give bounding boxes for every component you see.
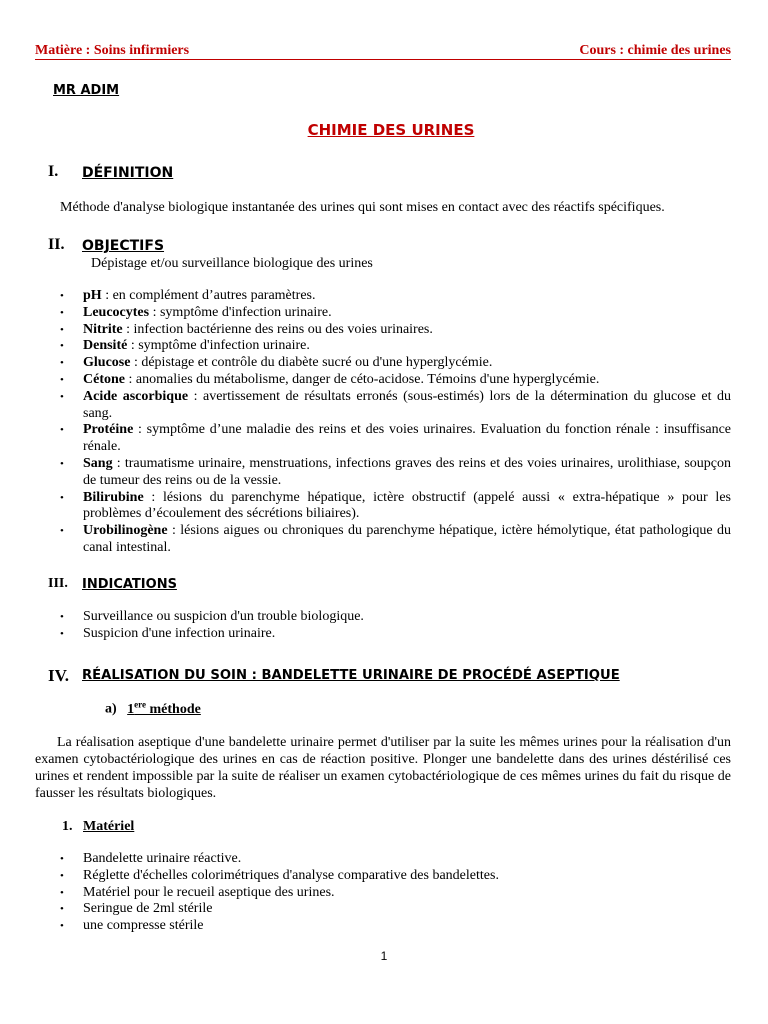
objectif-term: Leucocytes	[83, 304, 150, 320]
definition-text: Méthode d'analyse biologique instantanée des urines qui sont mises en contact avec des réactifs spécifiques.	[60, 200, 665, 215]
indications-list	[60, 609, 731, 643]
objectif-description: : dépistage et contrôle du diabète sucré ou d'une hyperglycémie.	[130, 355, 493, 371]
objectif-description: : en complément d’autres paramètres.	[101, 288, 316, 303]
objectif-item	[60, 523, 731, 557]
header-subject: Matière : Soins infirmiers	[35, 43, 190, 58]
objectif-item	[60, 305, 731, 322]
objectif-item	[60, 389, 731, 423]
materiel-item: • Seringue de 2ml stérile	[60, 901, 731, 918]
materiel-list	[60, 851, 731, 935]
page-header	[35, 43, 731, 60]
objectif-item	[60, 288, 731, 305]
objectif-term: Acide ascorbique	[83, 388, 189, 404]
objectif-term: Protéine	[83, 422, 134, 438]
objectif-item	[60, 422, 731, 456]
objectif-description: : lésions du parenchyme hépatique, ictère obstructif (appelé aussi « extra-hépatique » pour les problèmes d’écoulement des sécrétions biliaires).	[83, 489, 731, 522]
objectif-description: : infection bactérienne des reins ou des voies urinaires.	[122, 321, 433, 337]
objectif-description: : symptôme d’une maladie des reins et des voies urinaires. Evaluation du fonction rénale : insuffisance rénale.	[83, 422, 731, 455]
objectif-term: Urobilinogène	[83, 523, 168, 539]
objectif-term: Bilirubine	[83, 489, 144, 505]
document-title: CHIMIE DES URINES	[307, 121, 475, 139]
objectif-item	[60, 490, 731, 524]
objectif-term: Sang	[83, 455, 113, 471]
page-number: 1	[380, 949, 388, 963]
objectifs-list	[60, 288, 731, 557]
materiel-item: • Bandelette urinaire réactive.	[60, 851, 731, 868]
materiel-heading: 1. Matériel	[62, 819, 135, 834]
header-course: Cours : chimie des urines	[579, 43, 731, 58]
document-page: Matière : Soins infirmiers Cours : chimie des urines MR ADIM CHIMIE DES URINES I. DÉFINITION Méthode d'analyse biologique instantanée des urines qui sont mises en contact avec des réactifs spécifiques. II. OBJECTIFS Dépistage et/ou surveillance biologique des urines • pH : en complément d’autres paramètres. • Leucocytes : symptôme d'infection urinaire. • Nitrite : infection bactérienne des reins ou des voies urinaires. • Densité : symptôme d'infection urinaire. • Glucose : dépistage et contrôle du diabète sucré ou d'une hyperglycémie. • Cétone : anomalies du métabolisme, danger de céto-acidose. Témoins d'une hyperglycémie. • Acide ascorbique : avertissement de résultats erronés (sous-estimés) lors de la détermination du glucose et du sang. • Protéine : symptôme d’une maladie des reins et des voies urinaires. Evaluation du fonction rénale : insuffisance rénale. • Sang : traumatisme urinaire, menstruations, infections graves des reins et des voies urinaires, urolithiase, soupçon de tumeur des reins ou de la vessie. • Bilirubine : lésions du parenchyme hépatique, ictère obstructif (appelé aussi « extra-hépatique » pour les problèmes d’écoulement des sécrétions biliaires). • Urobilinogène : lésions aigues ou chroniques du parenchyme hépatique, ictère hémolytique, état pathologique du canal intestinal. III. INDICATIONS • Surveillance ou suspicion d'un trouble biologique. • Suspicion d'une infection urinaire. IV. RÉALISATION DU SOIN : BANDELETTE URINAIRE DE PROCÉDÉ ASEPTIQUE a) 1ere méthode La réalisation aseptique d'une bandelette urinaire permet d'utiliser par la suite les mêmes urines pour la réalisation d'un examen cytobactériologique des urines en cas de réaction positive. Plonger une bandelette dans des urines déstérilisé ces urines et rendent impossible par la suite de réaliser un examen cytobactériologique de ces mêmes urines du fait du risque de fausser les résultats biologiques. 1. Matériel • Bandelette urinaire réactive. • Réglette d'échelles colorimétriques d'analyse comparative des bandelettes. • Matériel pour le recueil aseptique des urines. • Seringue de 2ml stérile • une compresse stérile 1	[0, 0, 768, 1024]
objectif-item	[60, 372, 731, 389]
objectif-term: Densité	[83, 338, 128, 354]
objectif-description: : symptôme d'infection urinaire.	[149, 304, 332, 320]
materiel-item: • Matériel pour le recueil aseptique des urines.	[60, 885, 731, 902]
objectif-item	[60, 355, 731, 372]
method-heading: a) 1ere méthode	[105, 699, 201, 717]
objectif-item	[60, 322, 731, 339]
objectif-description: : lésions aigues ou chroniques du parenchyme hépatique, ictère hémolytique, état pathologique du canal intestinal.	[83, 523, 731, 555]
objectif-description: : symptôme d'infection urinaire.	[127, 338, 310, 354]
materiel-item: • Réglette d'échelles colorimétriques d'analyse comparative des bandelettes.	[60, 868, 731, 885]
indication-item: • Surveillance ou suspicion d'un trouble biologique.	[60, 609, 731, 626]
realisation-paragraph: La réalisation aseptique d'une bandelette urinaire permet d'utiliser par la suite les mêmes urines pour la réalisation d'un examen cytobactériologique des urines en cas de réaction positive. Plonger une bandelette dans des urines déstérilisé ces urines et rendent impossible par la suite de réaliser un examen cytobactériologique de ces mêmes urines du fait du risque de fausser les résultats biologiques.	[35, 735, 731, 801]
author-name: MR ADIM	[53, 83, 120, 98]
objectif-description: : avertissement de résultats erronés (sous-estimés) lors de la détermination du glucose et du sang.	[83, 388, 731, 421]
objectif-term: pH	[83, 288, 102, 303]
objectif-term: Cétone	[83, 371, 125, 387]
materiel-item: • une compresse stérile	[60, 918, 731, 935]
objectif-term: Nitrite	[83, 321, 123, 337]
objectif-description: : traumatisme urinaire, menstruations, infections graves des reins et des voies urinaires, urolithiase, soupçon de tumeur des reins ou de la vessie.	[83, 455, 731, 488]
objectif-item	[60, 338, 731, 355]
objectif-term: Glucose	[83, 355, 131, 371]
indication-item: • Suspicion d'une infection urinaire.	[60, 626, 731, 643]
objectif-item	[60, 456, 731, 490]
objectifs-intro: Dépistage et/ou surveillance biologique des urines	[91, 256, 373, 271]
objectif-description: : anomalies du métabolisme, danger de céto-acidose. Témoins d'une hyperglycémie.	[125, 371, 600, 387]
